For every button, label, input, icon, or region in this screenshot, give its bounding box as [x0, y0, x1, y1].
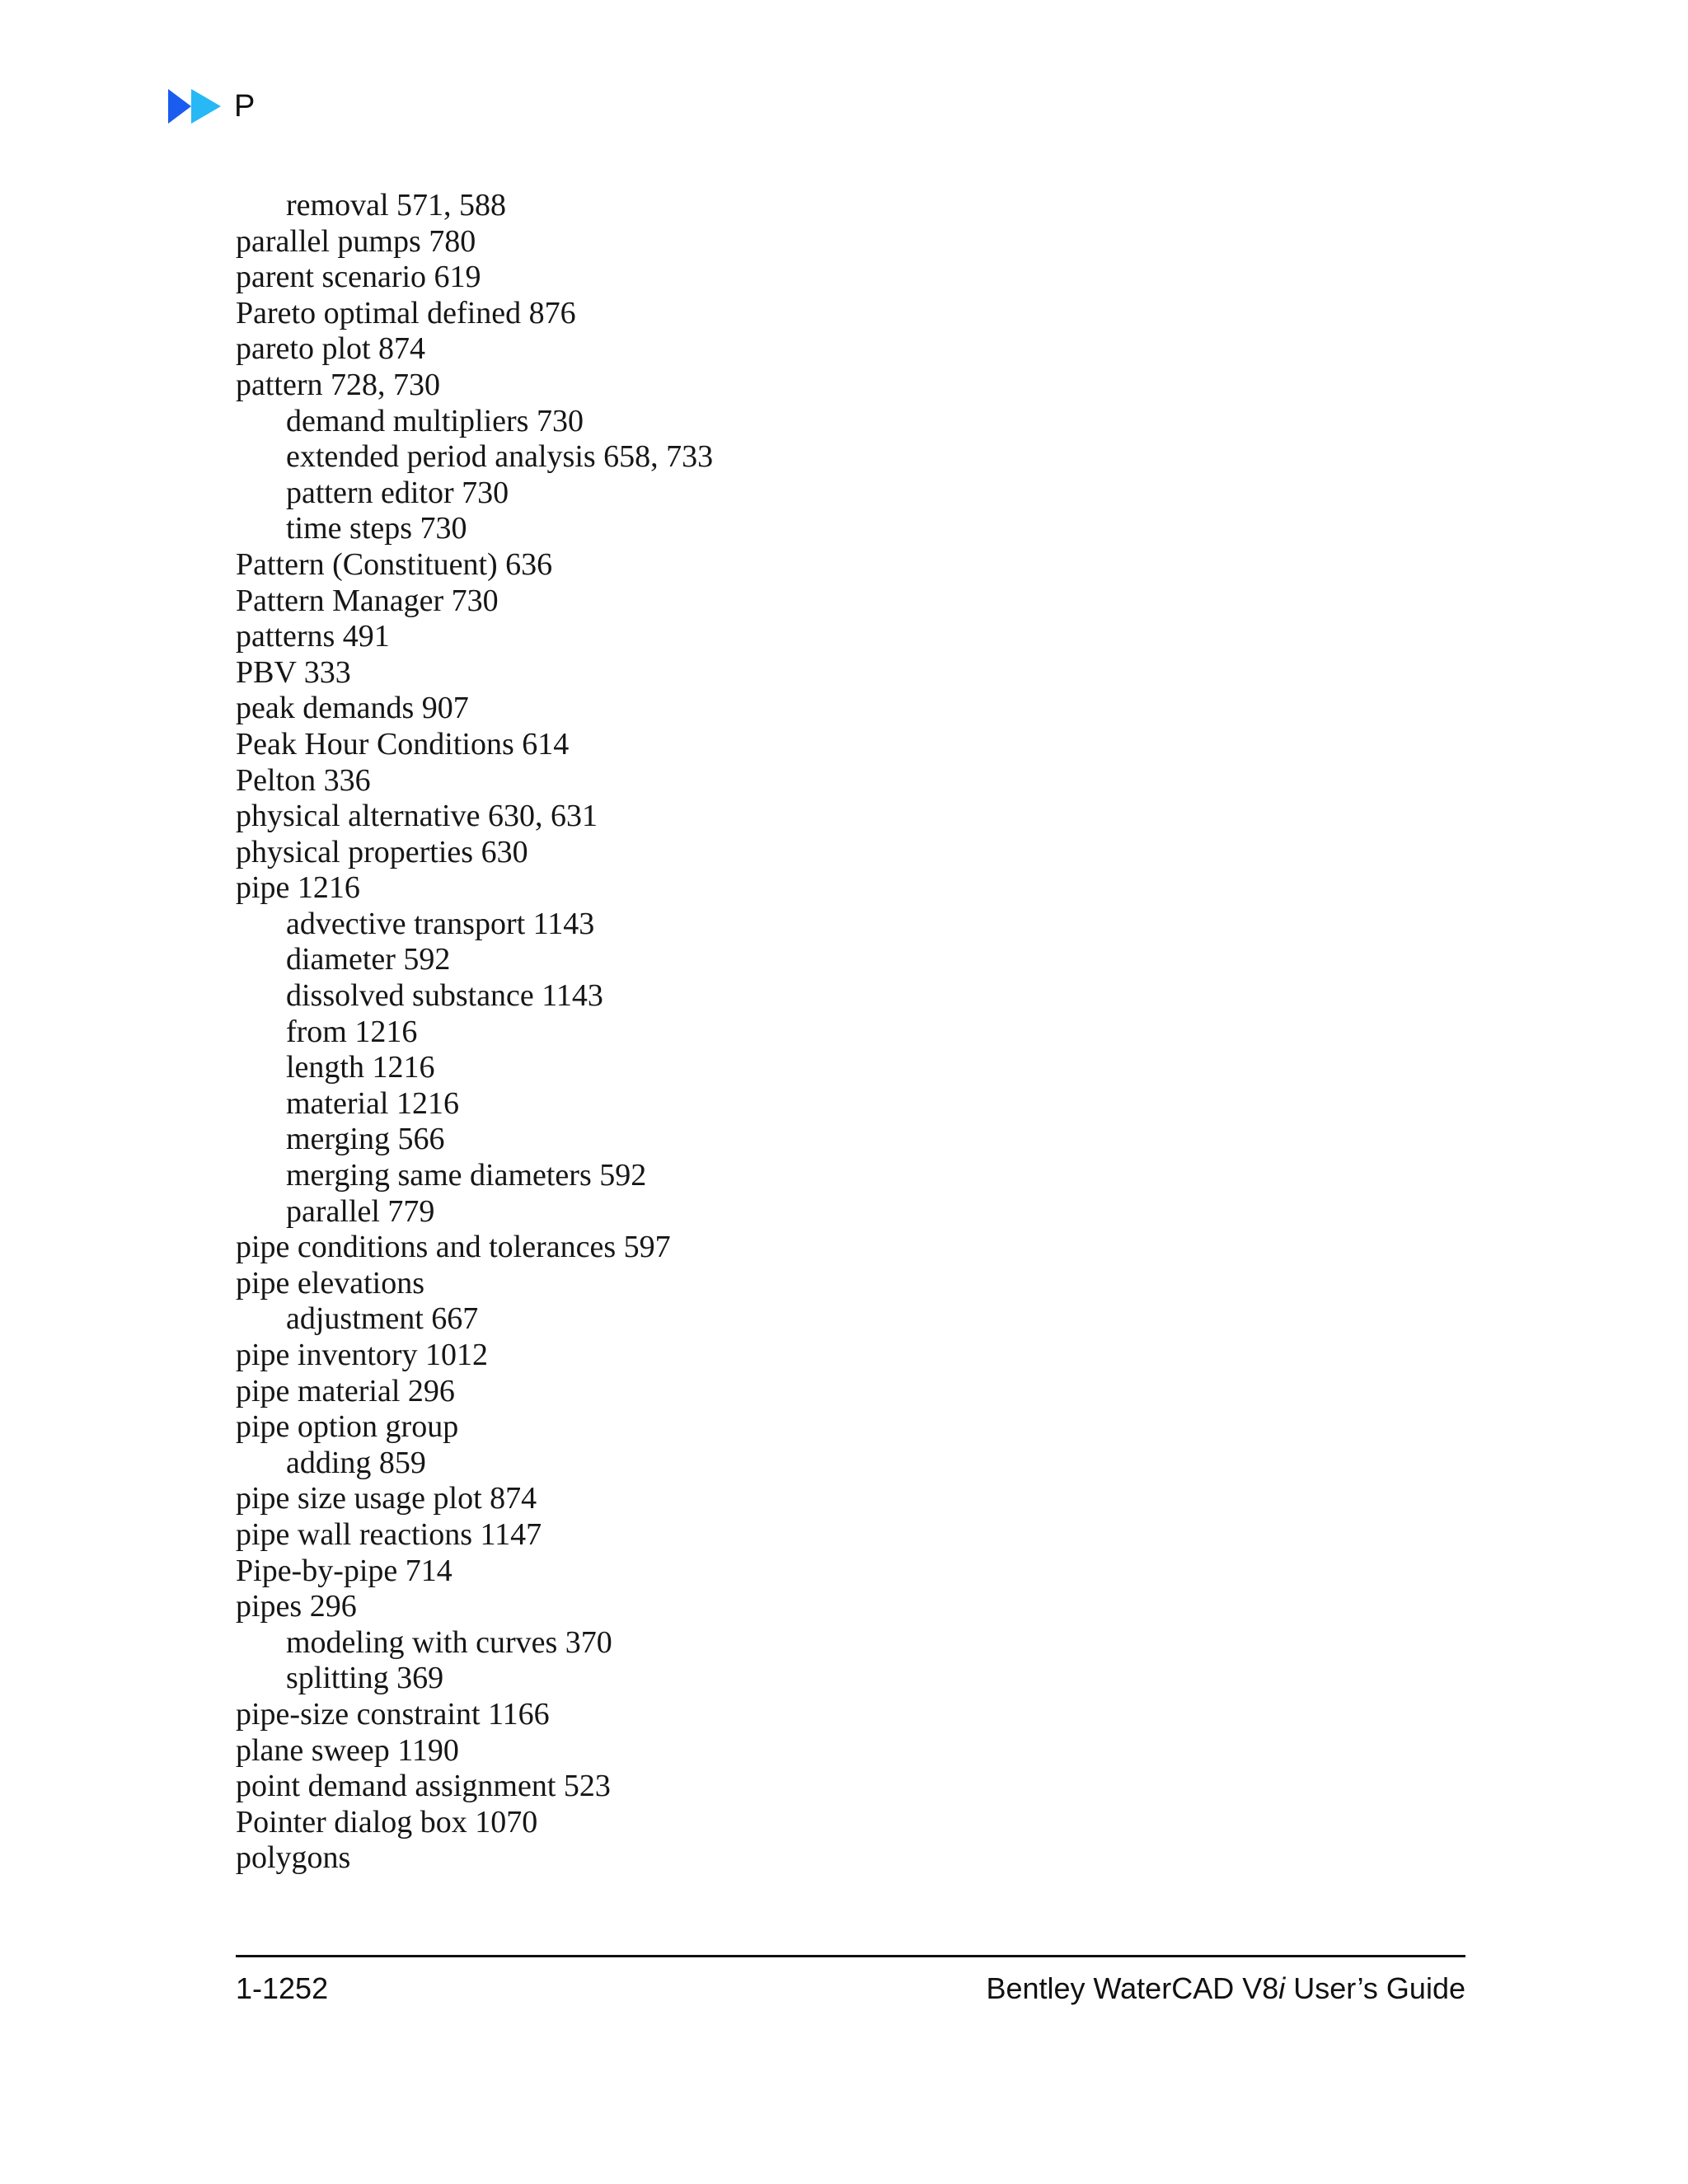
- index-subentry: from 1216: [286, 1014, 418, 1049]
- index-subentry: extended period analysis 658, 733: [286, 439, 714, 475]
- index-entry: physical alternative 630, 631: [236, 799, 598, 834]
- index-subentry: parallel 779: [286, 1193, 435, 1229]
- index-subentry: removal 571, 588: [286, 188, 507, 223]
- section-letter: P: [234, 89, 256, 124]
- index-subentry: advective transport 1143: [286, 906, 595, 941]
- index-entry: PBV 333: [236, 654, 351, 690]
- footer-title-italic: i: [1278, 1971, 1286, 2005]
- index-subentry: modeling with curves 370: [286, 1624, 612, 1660]
- index-subentry: demand multipliers 730: [286, 403, 584, 438]
- index-entry: parallel pumps 780: [236, 223, 476, 259]
- index-entry: patterns 491: [236, 619, 390, 654]
- index-entry: pipe-size constraint 1166: [236, 1696, 550, 1732]
- footer-page-number: 1-1252: [236, 1971, 329, 2005]
- index-subentry: merging same diameters 592: [286, 1158, 647, 1193]
- index-entry: pipes 296: [236, 1589, 357, 1624]
- page-header: [168, 86, 255, 127]
- index-entry: Pipe-by-pipe 714: [236, 1553, 452, 1588]
- index-entry: Pelton 336: [236, 762, 371, 798]
- index-entry: pipe wall reactions 1147: [236, 1516, 542, 1552]
- index-subentry: time steps 730: [286, 511, 467, 546]
- index-list: [236, 188, 713, 1877]
- index-entry: Pareto optimal defined 876: [236, 295, 576, 330]
- footer-title-suffix: User’s Guide: [1285, 1971, 1465, 2005]
- index-entry: plane sweep 1190: [236, 1732, 459, 1768]
- index-entry: peak demands 907: [236, 691, 469, 726]
- index-entry: pipe elevations: [236, 1265, 424, 1301]
- index-subentry: material 1216: [286, 1085, 459, 1121]
- index-entry: point demand assignment 523: [236, 1769, 611, 1804]
- index-subentry: diameter 592: [286, 942, 451, 977]
- index-entry: pattern 728, 730: [236, 367, 441, 402]
- footer-title-main: Bentley WaterCAD V8: [986, 1971, 1279, 2005]
- index-entry: Pattern (Constituent) 636: [236, 546, 553, 582]
- index-entry: Peak Hour Conditions 614: [236, 726, 570, 762]
- index-entry: pipe conditions and tolerances 597: [236, 1230, 671, 1265]
- index-entry: pipe option group: [236, 1409, 459, 1445]
- footer-book-title: [986, 1972, 1465, 2005]
- index-entry: polygons: [236, 1840, 351, 1876]
- index-subentry: splitting 369: [286, 1661, 444, 1696]
- index-subentry: dissolved substance 1143: [286, 978, 603, 1014]
- index-subentry: merging 566: [286, 1122, 445, 1157]
- index-entry: Pointer dialog box 1070: [236, 1804, 538, 1840]
- index-subentry: pattern editor 730: [286, 475, 509, 510]
- index-subentry: adding 859: [286, 1445, 426, 1480]
- index-entry: physical properties 630: [236, 834, 528, 869]
- footer-divider: [236, 1955, 1465, 1957]
- index-entry: pipe inventory 1012: [236, 1338, 489, 1372]
- index-entry: pipe material 296: [236, 1373, 455, 1408]
- index-subentry: adjustment 667: [286, 1301, 479, 1337]
- double-arrow-icon: [168, 87, 223, 125]
- index-entry: pipe size usage plot 874: [236, 1481, 537, 1516]
- index-subentry: length 1216: [286, 1050, 435, 1085]
- index-entry: pareto plot 874: [236, 331, 426, 367]
- index-entry: parent scenario 619: [236, 260, 481, 295]
- index-entry: pipe 1216: [236, 870, 360, 906]
- index-entry: Pattern Manager 730: [236, 583, 499, 618]
